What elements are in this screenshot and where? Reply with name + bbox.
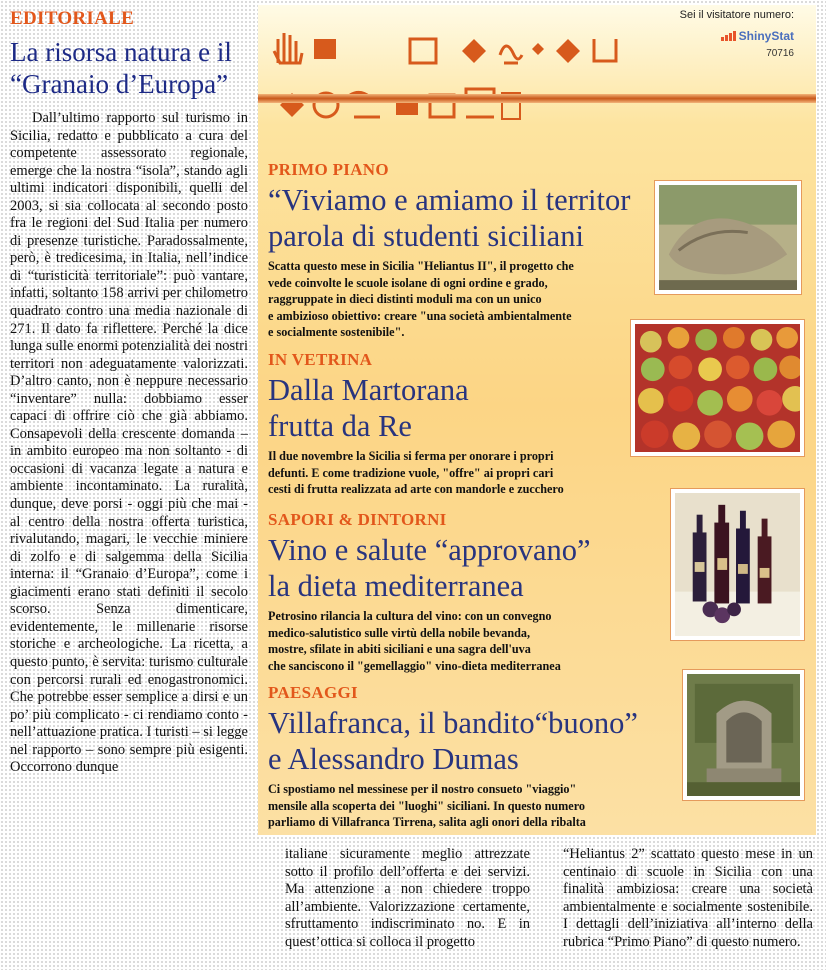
deck-line: medico-salutistico sulle virtù della nobile bevanda, [268,625,531,640]
headline-line: e Alessandro Dumas [268,742,519,776]
visitor-count: 70716 [766,48,794,59]
rock-photo-icon[interactable] [654,180,802,295]
headline-line: la dieta mediterranea [268,569,524,603]
masthead-wingdings-title [270,25,660,125]
deck-line: Il due novembre la Sicilia si ferma per onorare i propri [268,449,554,463]
section-in-vetrina[interactable] [268,350,648,498]
wine-bottles-photo-icon[interactable] [670,488,805,641]
deck-line: e ambizioso obiettivo: creare "una società ambientalmente [268,308,572,323]
headline-line: frutta da Re [268,409,412,443]
editorial-column [10,8,248,970]
deck-line: Scatta questo mese in Sicilia "Heliantus II", il progetto che [268,259,574,273]
section-sapori-dintorni[interactable] [268,510,648,674]
visitor-counter[interactable] [680,9,794,59]
section-headline[interactable] [268,182,668,254]
shinystat-logo[interactable] [721,29,794,43]
deck-line: raggruppate in dieci distinti moduli ma con un unico [268,292,542,306]
deck-line: Ci spostiamo nel messinese per il nostro consueto "viaggio" [268,782,577,796]
deck-line: cesti di frutta realizzata ad arte con mandorle e zucchero [268,482,564,496]
headline-line: Vino e salute “approvano” [268,533,591,567]
bar-chart-icon [721,31,736,41]
deck-line: mensile alla scoperta dei "luoghi" siciliani. In questo numero [268,798,585,813]
deck-line: e socialmente sostenibile". [268,325,405,339]
editorial-title: La risorsa natura e il “Granaio d’Europa” [10,37,232,99]
deck-line: Petrosino rilancia la cultura del vino: con un convegno [268,609,552,623]
headline-line: Dalla Martorana [268,373,469,407]
stone-fountain-photo-icon[interactable] [682,669,805,801]
section-deck [268,781,678,831]
deck-line: mostre, sfilate in abiti siciliani e una sagra dell'uva [268,642,531,656]
deck-line: che sanciscono il "gemellaggio" vino-dieta mediterranea [268,658,561,673]
section-primo-piano[interactable] [268,160,668,341]
section-kicker: SAPORI & DINTORNI [268,510,447,529]
deck-line: parliamo di Villafranca Tirrena, salita agli onori della ribalta [268,815,586,829]
section-kicker: PAESAGGI [268,683,358,702]
section-headline[interactable] [268,532,648,604]
marzipan-fruit-photo-icon[interactable] [630,319,805,457]
section-kicker: IN VETRINA [268,350,373,369]
editorial-body: Dall’ultimo rapporto sul turismo in Sicilia, redatto e pubblicato a cura del competente assessorato regionale, emerge che la nostra “isola”, stando agli ultimi indicatori disponibili, quelli del 2003, si sia collocata al secondo posto fra le regioni del Sud Italia per numero di presenze turistiche. Paradossalmente, però, è tredicesima, in Italia, nell’indice di “turisticità territoriale”: può vantare, infatti, soltanto 158 arrivi per chilometro quadrato contro una media nazionale di 271. Il dato fa riflettere. Perché la dice lunga sulle enormi potenzialità dei nostri territori non adeguatamente valorizzati. D’altro canto, non è neppure necessario “inventare” nulla: dobbiamo esser capaci di offrire ciò che già abbiamo. Consapevoli della crescente domanda – in ambito europeo ma non soltanto - di occasioni di vacanza legate a natura e ambiente incontaminato. La ruralità, dunque, deve porsi - oggi più che mai - al centro della nostra offerta turistica, rivalutando, magari, le vecchie miniere di zolfo e di salgemma della Sicilia interna: il “Granaio d’Europa”, come i giacimenti erano stati definiti il secolo scorso. Senza dimenticare, evidentemente, le millenarie risorse storiche e archeologiche. La ricetta, a questo punto, è servita: turismo culturale con percorsi rurali ed enogastronomici. Che potrebbe esser semplice a dirsi e un po’ più complicato - ci rendiamo conto - nell’attuazione pratica. I turisti – si legge nel rapporto – sono sempre più esigenti. Occorrono dunque [10,110,248,776]
shinystat-label: ShinyStat [738,29,794,43]
section-deck [268,448,648,498]
section-deck [268,608,648,674]
continuation-column-3: “Heliantus 2” scattato questo mese in un centinaio di scuole in Sicilia con una finalità ambiziosa: creare una società ambientalmente e socialmente sostenibile. I dettagli dell’iniziativa all’interno della rubrica “Primo Piano” di questo numero. [563,846,813,950]
section-headline[interactable] [268,372,648,444]
visitor-label: Sei il visitatore numero: [679,9,794,21]
deck-line: defunti. E come tradizione vuole, "offre" ai propri cari [268,465,554,480]
front-page-panel [258,5,816,835]
headline-line: Villafranca, il bandito“buono” [268,706,638,740]
section-paesaggi[interactable] [268,683,678,831]
editorial-kicker: EDITORIALE [10,8,135,29]
headline-line: parola di studenti siciliani [268,219,584,253]
section-kicker: PRIMO PIANO [268,160,389,179]
deck-line: vede coinvolte le scuole isolane di ogni ordine e grado, [268,275,548,290]
continuation-column-2: italiane sicuramente meglio attrezzate sotto il profilo dell’offerta e dei servizi. Ma attenzione a non chiedere troppo all’ambiente. Valorizzazione certamente, sfruttamento indiscriminato no. E in quest’ottica si colloca il progetto [285,846,530,950]
section-headline[interactable] [268,705,678,777]
section-deck [268,258,668,341]
headline-line: “Viviamo e amiamo il territor [268,183,631,217]
masthead-divider [258,94,816,103]
